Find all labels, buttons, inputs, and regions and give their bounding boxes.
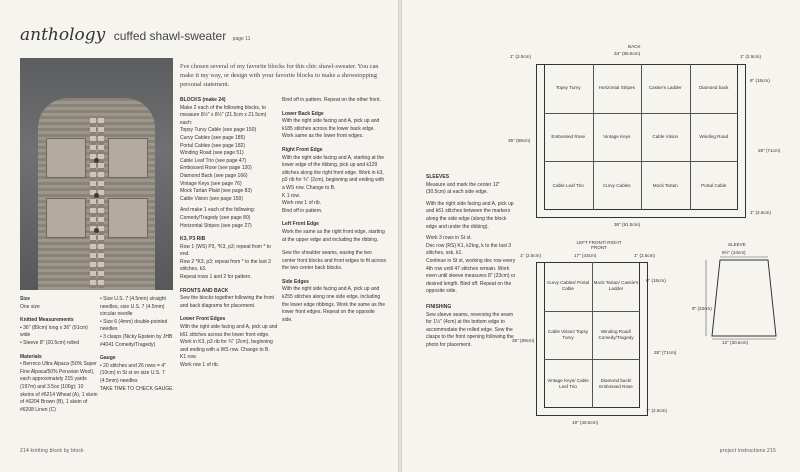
front-total-height: 35" (89cm) bbox=[512, 338, 535, 343]
title-page-ref: page 11 bbox=[232, 36, 251, 42]
back-block: Winding Road bbox=[699, 134, 729, 140]
left-front-heading: Left Front Edge bbox=[282, 221, 319, 228]
front-side-height: 28" (71cm) bbox=[654, 350, 677, 355]
lower-back-heading: Lower Back Edge bbox=[282, 110, 324, 117]
clasp-icon bbox=[94, 193, 99, 198]
back-block: Diamond back bbox=[699, 85, 729, 91]
grid-line bbox=[544, 161, 738, 162]
gauge-heading: Gauge bbox=[100, 355, 116, 362]
back-side-height: 28" (71cm) bbox=[758, 148, 781, 153]
one-each-text: And make 1 each of the following: bbox=[180, 207, 256, 214]
sleeve-diagram bbox=[692, 240, 792, 350]
size-text: One size bbox=[20, 303, 40, 310]
lower-front-p1: Work row 1 of rib. bbox=[180, 362, 220, 368]
sleeves-finishing-text bbox=[426, 174, 518, 349]
one-each-item: Comedy/Tragedy (see page 80) bbox=[180, 214, 251, 221]
back-block: Horizontal Stripes bbox=[598, 85, 635, 91]
specs-col-2 bbox=[100, 296, 176, 393]
block-list-item: Curvy Cables (see page 185) bbox=[180, 134, 246, 141]
back-left-margin: 1" (2.5cm) bbox=[510, 54, 532, 59]
front-back-heading: FRONTS AND BACK bbox=[180, 287, 229, 294]
gauge-text: • 20 stitches and 26 rows = 4" (10cm) in St st on size U.S. 7 (4.5mm) needles bbox=[100, 362, 166, 384]
front-right-margin: 1" (2.5cm) bbox=[634, 253, 656, 258]
block-list-item: Embossed Rose (see page 120) bbox=[180, 165, 252, 172]
front-back-text: Sew the blocks together following the front and back diagrams for placement. bbox=[180, 295, 274, 309]
needles-item: • Size U.S. 7 (4.5mm) straight needles, size U.S. 7 (4.5mm) circular needle bbox=[100, 296, 166, 318]
clasp-icon bbox=[94, 158, 99, 163]
measurements-heading: Knitted Measurements bbox=[20, 317, 74, 324]
front-bottom-margin: 1" (2.5cm) bbox=[646, 408, 668, 413]
right-front-p1: Work row 1 of rib. bbox=[282, 200, 322, 207]
back-block: Vintage Keys bbox=[603, 134, 631, 140]
sleeve-height: 9" (23cm) bbox=[692, 306, 712, 311]
front-bottom-width: 19" (48.5cm) bbox=[572, 420, 599, 425]
left-page bbox=[0, 0, 398, 472]
sleeve-label: SLEEVE bbox=[728, 242, 746, 247]
instructions-col-1 bbox=[180, 97, 278, 370]
front-cable bbox=[98, 118, 104, 288]
finishing-heading: FINISHING bbox=[426, 303, 452, 310]
instructions-col-2 bbox=[282, 97, 386, 324]
grid-line bbox=[544, 311, 640, 312]
back-block: Mock Tartan bbox=[652, 182, 678, 188]
back-diagram bbox=[510, 44, 780, 234]
back-top-width: 34" (86.5cm) bbox=[614, 51, 641, 56]
right-page bbox=[402, 0, 800, 472]
one-each-item: Horizontal Stripes (see page 27) bbox=[180, 222, 252, 229]
back-bottom-width: 36" (91.5cm) bbox=[614, 222, 641, 227]
col2-bind-off: Bind off in pattern. Repeat on the other front. bbox=[282, 97, 381, 103]
rib-repeat: Repeat rows 1 and 2 for pattern. bbox=[180, 274, 252, 281]
clasp-icon bbox=[94, 228, 99, 233]
measurement-item: • Sleeve 8" (20.5cm) rolled bbox=[20, 339, 80, 346]
back-block: Cassie's Ladder bbox=[648, 85, 682, 91]
block-list-item: Topsy Turvy Cable (see page 150) bbox=[180, 127, 257, 134]
blocks-heading: BLOCKS (make 24) bbox=[180, 97, 226, 103]
front-block: Cable Vision/ Topsy Turvy bbox=[547, 329, 589, 341]
back-block: Embossed Rose bbox=[551, 134, 586, 140]
front-cable bbox=[90, 118, 96, 288]
front-block: Winding Road/ Comedy/Tragedy bbox=[598, 329, 634, 341]
back-block: Cable Vision bbox=[652, 134, 679, 140]
sweater-photo bbox=[20, 58, 173, 290]
rib-row-1: Row 1 (WS) P3, *K3, p3; repeat from * to end. bbox=[180, 243, 271, 258]
back-label: BACK bbox=[628, 44, 641, 49]
block-list-item: Diamond Back (see page 166) bbox=[180, 172, 248, 179]
rib-row-2: Row 2 *K3, p3; repeat from * to the last 3 stitches, k3. bbox=[180, 258, 271, 273]
front-label: LEFT FRONT/ RIGHT FRONT bbox=[576, 240, 622, 250]
knit-block bbox=[46, 138, 86, 178]
front-block: Vintage Keys/ Cable Leaf Trio bbox=[547, 377, 589, 389]
title-name: cuffed shawl-sweater bbox=[113, 29, 227, 43]
lower-front-heading: Lower Front Edges bbox=[180, 316, 226, 323]
back-block: Portal Cable bbox=[701, 182, 727, 188]
sleeves-text-1: Measure and mark the center 12" (30.5cm) at each side edge. bbox=[426, 181, 501, 196]
left-folio: 214 knitting block by block bbox=[20, 448, 84, 454]
materials-text: • Berroco Ultra Alpaca (50% Super Fine Alpaca/50% Peruvian Wool), each approximately 215 yards (197m) and 3.5oz (100g); 10 skeins of #6214 Wheat (A), 1 skein of #6204 Brown (B), 1 skein of #6208 Linen (C) bbox=[20, 361, 98, 413]
grid-line bbox=[593, 64, 594, 210]
intro-text: I've chosen several of my favorite blocks for this chic shawl-sweater. You can make it my way, or design with your favorite blocks to make a showstopping personal statement. bbox=[180, 63, 379, 89]
front-block: Curvy Cables/ Portal Cable bbox=[546, 280, 590, 292]
right-front-k1: K 1 row. bbox=[282, 192, 301, 199]
side-edges-heading: Side Edges bbox=[282, 278, 309, 285]
sweater-illustration bbox=[38, 98, 155, 290]
side-edges-text: With the right side facing and A, pick up and k255 stitches along one side edge, including the lower edge ribbings. Work the same as the lower front edges. Repeat on the opposite side. bbox=[282, 286, 386, 323]
left-front-text: Work the same as the right front edge, starting at the upper edge and including the ribbing. bbox=[282, 228, 385, 243]
sleeve-shape bbox=[692, 240, 792, 350]
lower-front-k1: K1 row. bbox=[180, 354, 197, 361]
gauge-check: TAKE TIME TO CHECK GAUGE. bbox=[100, 385, 174, 392]
sleeves-dec-row: Dec row (RS) K1, k2tog, k to the last 3 stitches, ssk, k1. bbox=[426, 242, 512, 257]
size-heading: Size bbox=[20, 296, 31, 302]
grid-line bbox=[641, 64, 642, 210]
needles-item: • Size 6 (4mm) double-pointed needles bbox=[100, 318, 168, 333]
rib-heading: K3, P3 RIB bbox=[180, 236, 206, 243]
right-front-heading: Right Front Edge bbox=[282, 146, 323, 153]
seam-text: Sew the shoulder seams, easing the two center front blocks and front edges to fit across the two center back blocks. bbox=[282, 250, 386, 272]
pattern-title bbox=[20, 25, 250, 45]
sleeves-text-3: Work 3 rows in St st. bbox=[426, 235, 472, 242]
back-bottom-margin: 1" (2.5cm) bbox=[750, 210, 772, 215]
block-list-item: Winding Road (see page 51) bbox=[180, 150, 244, 157]
front-top-width: 17" (43cm) bbox=[574, 253, 597, 258]
grid-line bbox=[690, 64, 691, 210]
right-front-text: With the right side facing and A, starting at the lower edge of the ribbing, pick up and k129 stitches along the right front edge. Work in k3, p3 rib for ¾" (2cm), beginning and ending with a WS row. Change to B. bbox=[282, 154, 385, 191]
back-block: Curvy Cables bbox=[602, 182, 631, 188]
sleeves-text-4: Continue in St st, working dec row every 4th row until 47 stitches remain. Work even until sleeve measures 8" (23cm) or desired length. Bind off. Repeat on the opposite side. bbox=[426, 257, 516, 295]
materials-heading: Materials bbox=[20, 353, 42, 360]
block-list-item: Cable Vision (see page 159) bbox=[180, 195, 244, 202]
back-top-height: 6" (15cm) bbox=[750, 78, 770, 83]
lower-back-text-2: Work same as the lower front edges. bbox=[282, 133, 364, 140]
block-list-item: Cable Leaf Trio (see page 47) bbox=[180, 157, 247, 164]
knit-block bbox=[46, 198, 86, 238]
needles-item: • 3 clasps (Nicky Epstein by JHB #4041 Comedy/Tragedy) bbox=[100, 333, 173, 348]
right-front-bind: Bind off in pattern. bbox=[282, 207, 323, 214]
blocks-text: Make 2 each of the following blocks, to measure 8½" x 8½" (21.5cm x 21.5cm) each: bbox=[180, 104, 267, 126]
back-block: Topsy Turvy bbox=[555, 85, 581, 91]
front-block: Mock Tartan/ Cassie's Ladder bbox=[593, 280, 639, 292]
block-list-item: Portal Cables (see page 182) bbox=[180, 142, 246, 149]
lower-back-text: With the right side facing and A, pick up and k185 stitches across the lower back edge. bbox=[282, 118, 380, 132]
knit-block bbox=[108, 198, 148, 238]
measurement-item: • 36" (89cm) long x 36" (91cm) wide bbox=[20, 324, 88, 339]
grid-line bbox=[592, 262, 593, 408]
grid-line bbox=[544, 359, 640, 360]
lower-front-text: With the right side facing and A, pick up and k61 stitches across the lower front edge. Work in K3, p3 rib for ¾" (2cm), beginning and ending with a WS row. Change to B. bbox=[180, 324, 278, 353]
sleeves-text-2: With the right side facing and A, pick up and k61 stitches between the markers along the side edge (along the block edge and under the ribbing). bbox=[426, 200, 514, 230]
knit-block bbox=[108, 138, 148, 178]
grid-line bbox=[544, 113, 738, 114]
sleeves-heading: SLEEVES bbox=[426, 174, 450, 180]
right-folio: project instructions 215 bbox=[719, 448, 776, 454]
front-diagram bbox=[512, 240, 677, 440]
back-right-margin: 1" (2.5cm) bbox=[740, 54, 762, 59]
front-block: Diamond back/ Embossed Rose bbox=[599, 377, 633, 389]
sleeve-top-width: 9½" (24cm) bbox=[722, 250, 746, 255]
back-total-height: 35" (89cm) bbox=[508, 138, 531, 143]
title-brand: anthology bbox=[20, 25, 106, 45]
front-top-height: 6" (15cm) bbox=[646, 278, 666, 283]
back-block: Cable Leaf Trio bbox=[552, 182, 584, 188]
block-list-item: Mock Tartan Plaid (see page 83) bbox=[180, 188, 252, 195]
block-list-item: Vintage Keys (see page 76) bbox=[180, 180, 242, 187]
specs-col-1 bbox=[20, 296, 98, 414]
front-left-margin: 1" (2.5cm) bbox=[520, 253, 542, 258]
finishing-text: Sew sleeve seams, reversing the seam for 1½" (4cm) at the bottom edge to accommodate the rolled edge. Sew the clasps to the front opening following the photo for placement. bbox=[426, 311, 514, 348]
sleeve-bottom-width: 12" (30.5cm) bbox=[722, 340, 749, 345]
